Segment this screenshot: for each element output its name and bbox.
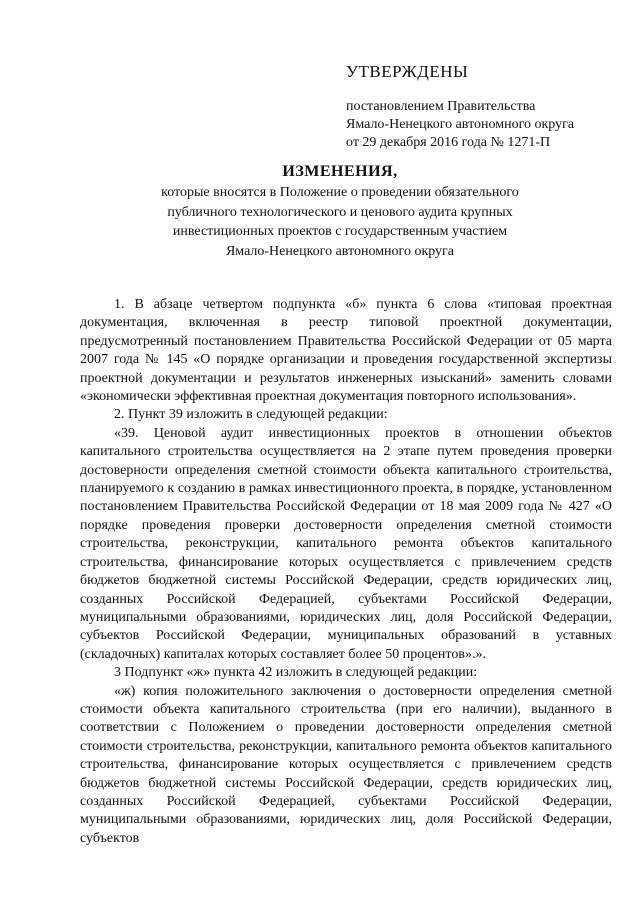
approval-details <box>346 98 626 152</box>
approval-line: Ямало-Ненецкого автономного округа <box>346 117 575 132</box>
document-heading <box>0 162 640 261</box>
paragraph-quote-zh: «ж) копия положительного заключения о достоверности определения сметной стоимости объекта капитального строительства (при его наличии), выданного в соответствии с Положением о проведении достоверности определения сметной стоимости строительства, реконструкции, капитального ремонта объектов капитального строительства, финансирование которых осуществляется с привлечением средств бюджетов бюджетной системы Российской Федерации, средств юридических лиц, созданных Российской Федерацией, субъектами Российской Федерации, муниципальными образованиями, юридических лиц, доля Российской Федерации, субъектов <box>80 683 612 846</box>
approval-title: УТВЕРЖДЕНЫ <box>346 62 469 81</box>
subtitle-line: инвестиционных проектов с государственным участием <box>172 224 508 239</box>
paragraph-item-1: 1. В абзаце четвертом подпункта «б» пункта 6 слова «типовая проектная документация, включенная в реестр типовой проектной документации, предусмотренный постановлением Правительства Российской Федерации от 05 марта 2007 года № 145 «О порядке организации и проведения государственной экспертизы проектной документации и результатов инженерных изысканий» заменить словами «экономически эффективная проектная документация повторного использования». <box>80 297 612 405</box>
approval-line: от 29 декабря 2016 года № 1271-П <box>346 135 551 150</box>
document-body <box>80 296 612 848</box>
document-subtitle <box>0 183 640 261</box>
subtitle-line: публичного технологического и ценового аудита крупных <box>167 204 513 220</box>
subtitle-line: которые вносятся в Положение о проведении обязательного <box>161 185 519 200</box>
paragraph-item-2: 2. Пункт 39 изложить в следующей редакции: <box>114 407 388 423</box>
approval-line: постановлением Правительства <box>346 99 536 114</box>
approval-stamp <box>346 62 626 152</box>
paragraph-quote-39: «39. Ценовой аудит инвестиционных проектов в отношении объектов капитального строительства осуществляется на 2 этапе путем проведения проверки достоверности определения сметной стоимости объекта капитального строительства, планируемого к созданию в рамках инвестиционного проекта, в порядке, установленном постановлением Правительства Российской Федерации от 18 мая 2009 года № 427 «О порядке проведения проверки достоверности определения сметной стоимости строительства, реконструкции, капитального ремонта объектов капитального строительства, финансирование которых осуществляется с привлечением средств бюджетов бюджетной системы Российской Федерации, средств юридических лиц, созданных Российской Федерацией, субъектами Российской Федерации, муниципальными образованиями, юридических лиц, доля Российской Федерации, субъектов Российской Федерации, муниципальных образований в уставных (складочных) капиталах которых составляет более 50 процентов».». <box>80 425 612 662</box>
subtitle-line: Ямало-Ненецкого автономного округа <box>225 243 455 259</box>
document-title: ИЗМЕНЕНИЯ, <box>282 163 398 180</box>
paragraph-item-3: 3 Подпункт «ж» пункта 42 изложить в следующей редакции: <box>114 665 478 681</box>
